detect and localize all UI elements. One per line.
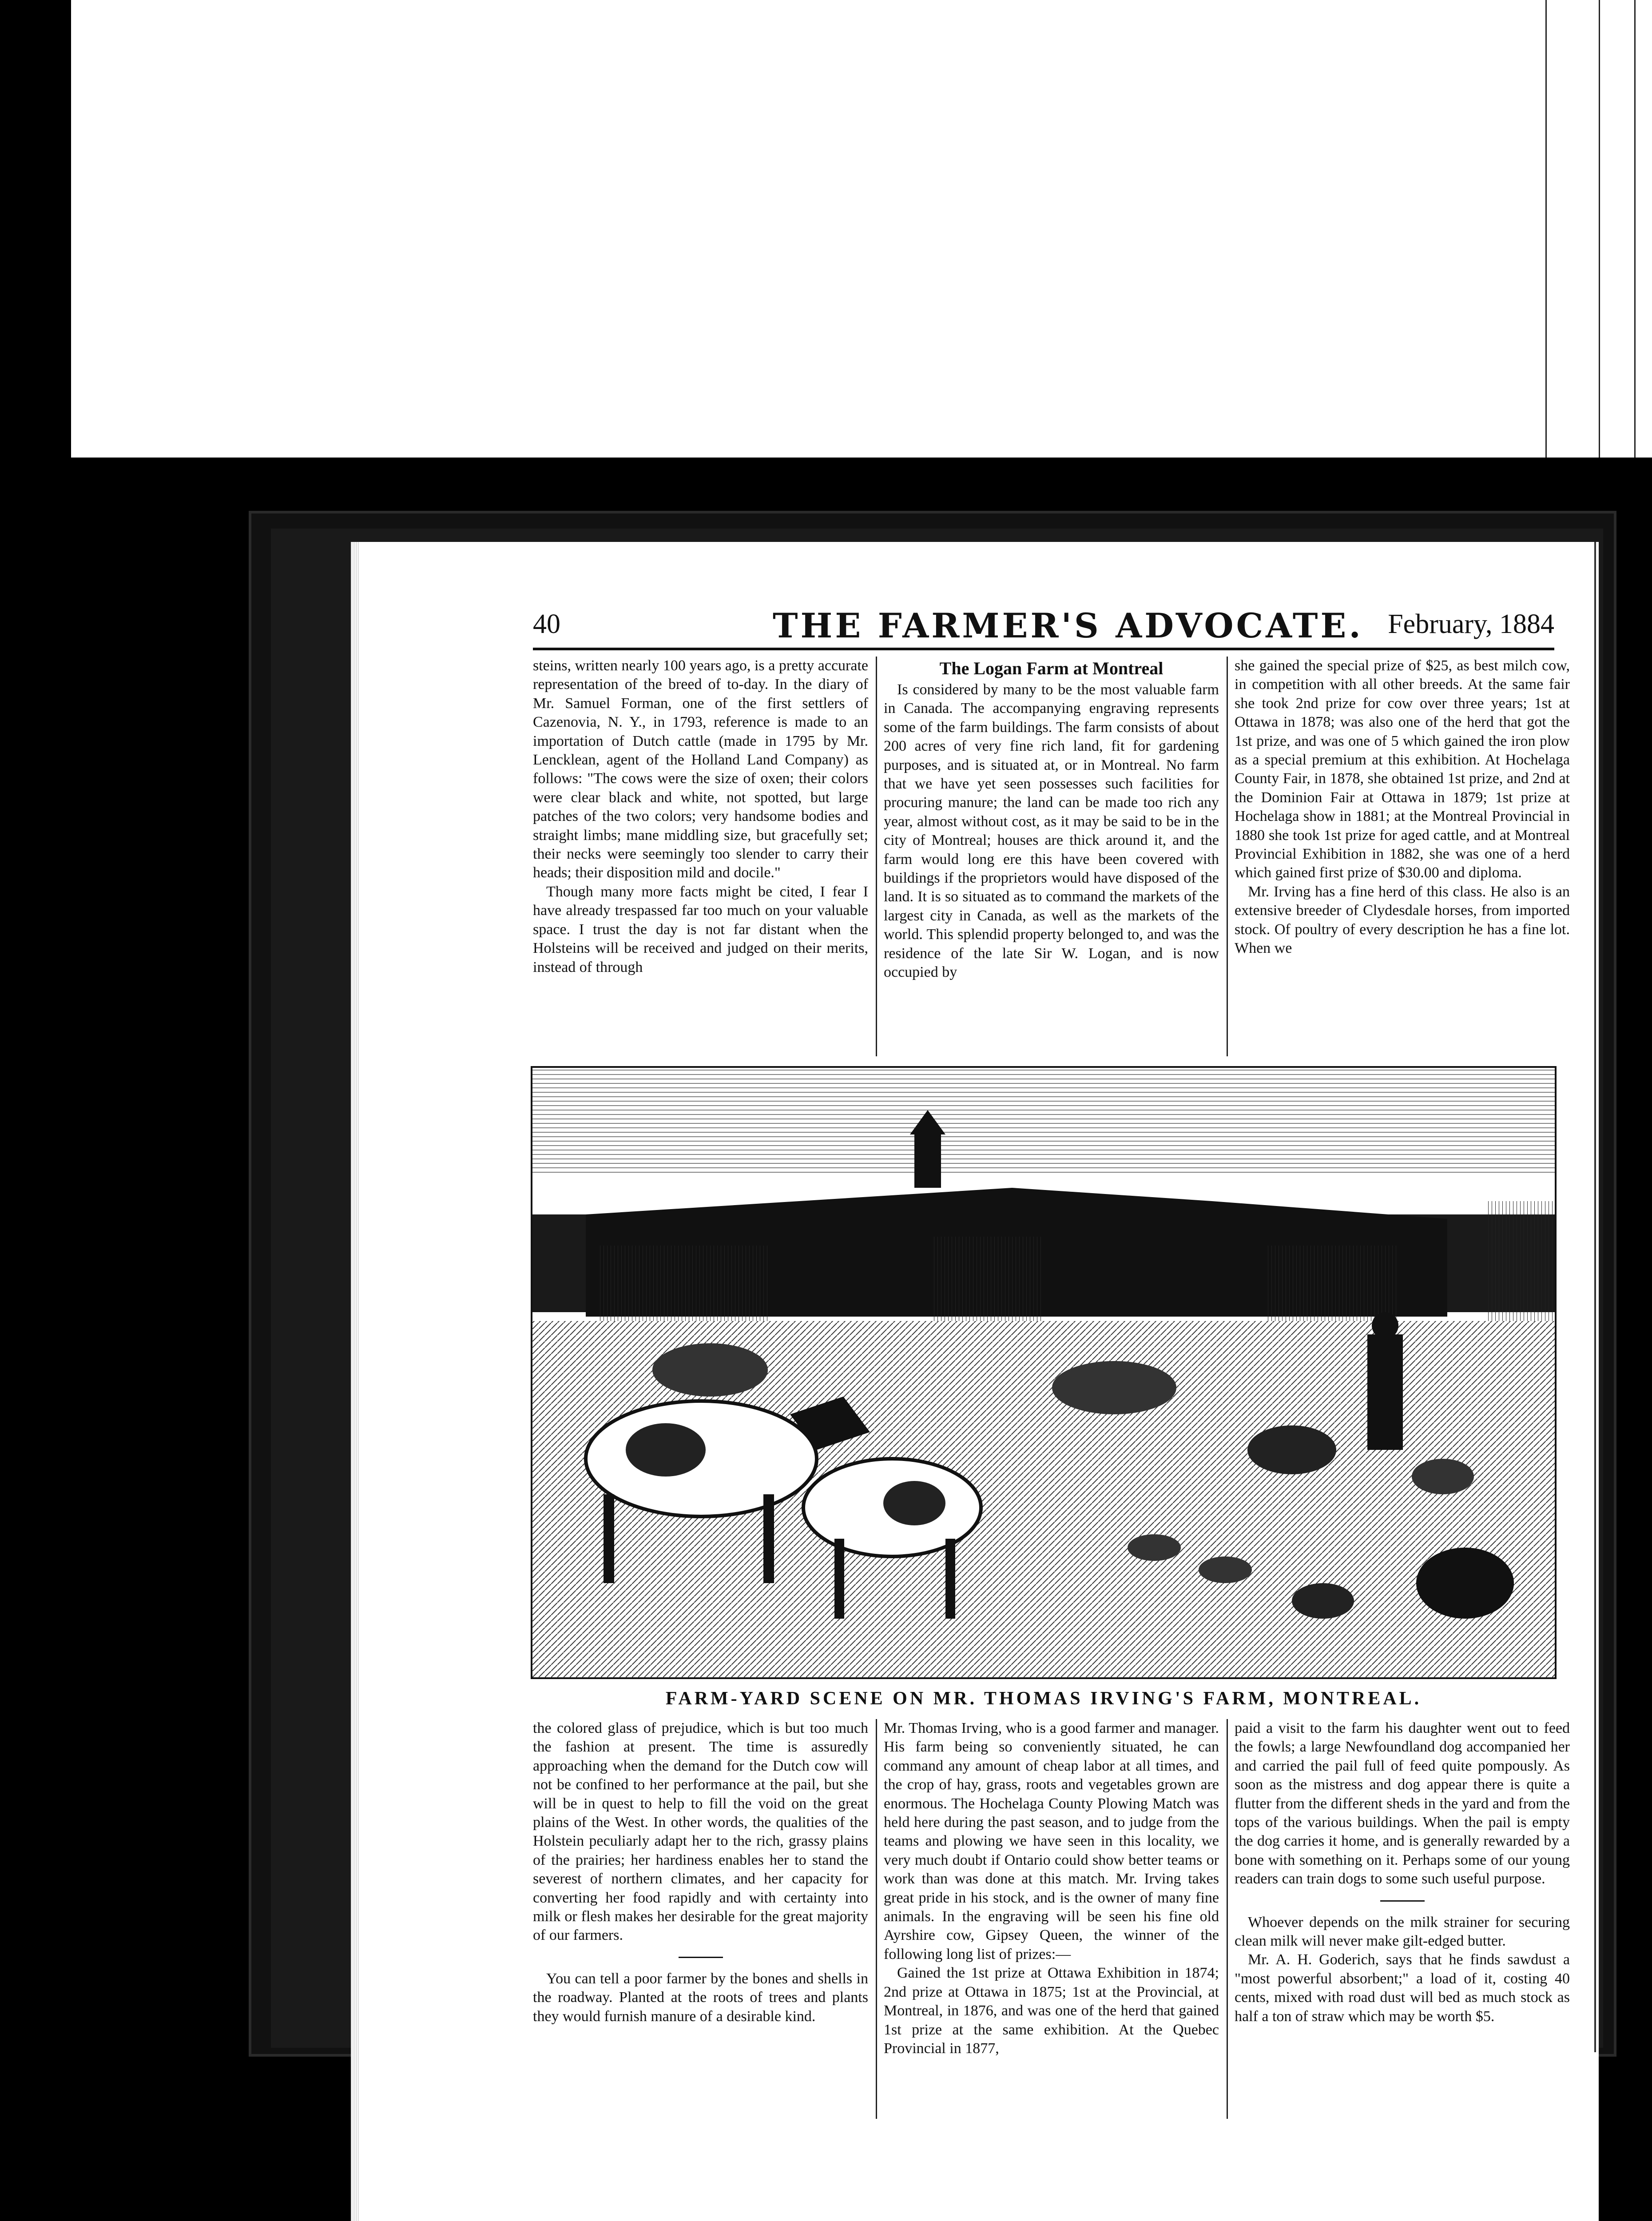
upper-right-column bbox=[1235, 657, 1570, 958]
lower-middle-column bbox=[884, 1719, 1219, 2058]
lower-right-column bbox=[1235, 1719, 1570, 2026]
publication-title: THE FARMER'S ADVOCATE. bbox=[773, 606, 1363, 645]
paragraph: steins, written nearly 100 years ago, is a pretty accurate representation of the breed of to-day. In the diary of Mr. Samuel Forman, one of the first settlers of Cazenovia, N. Y., in 1793, reference is made to an importation of Dutch cattle (made in 1795 by Mr. Lencklean, agent of the Holland Land Company) as follows: "The cows were the size of oxen; their colors were clear black and white, not spotted, but large patches of the two colors; very handsome bodies and straight limbs; mane middling size, but gracefully set; their necks were seemingly too slender to carry their heads; their disposition mild and docile." bbox=[533, 657, 868, 881]
column-divider bbox=[1227, 1719, 1228, 2119]
masthead bbox=[533, 606, 1554, 645]
column-divider bbox=[876, 1719, 877, 2119]
issue-date: February, 1884 bbox=[1388, 609, 1554, 639]
upper-left-column bbox=[533, 657, 868, 977]
sheet-edge-line bbox=[1599, 0, 1600, 458]
paragraph: You can tell a poor farmer by the bones and shells in the roadway. Planted at the roots of trees and plants they would furnish manure of a desirable kind. bbox=[533, 1970, 868, 2025]
column-divider bbox=[1227, 657, 1228, 1056]
section-separator bbox=[1380, 1900, 1425, 1902]
column-divider bbox=[876, 657, 877, 1056]
paragraph: Mr. Irving has a fine herd of this class. He also is an extensive breeder of Clydesdale horses, from imported stock. Of poultry of every description he has a fine lot. When we bbox=[1235, 883, 1570, 957]
article-heading: The Logan Farm at Montreal bbox=[939, 658, 1164, 678]
paragraph: she gained the special prize of $25, as best milch cow, in competition with all other breeds. At the same fair she took 2nd prize for cow over three years; 1st at Ottawa in 1878; was also one of the herd that got the 1st prize, and was one of 5 which gained the iron plow as a special premium at this exhibition. At Hochelaga County Fair, in 1878, she obtained 1st prize, and 2nd at the Dominion Fair at Ottawa in 1879; 1st prize at Hochelaga show in 1881; at the Montreal Provincial in 1880 she took 1st prize for aged cattle, and at Montreal Provincial Exhibition in 1882, she was one of a herd which gained first prize of $30.00 and diploma. bbox=[1235, 657, 1570, 881]
engraving-illustration bbox=[532, 1068, 1555, 1677]
masthead-rule bbox=[533, 648, 1554, 650]
sheet-edge-line bbox=[1545, 0, 1547, 458]
farm-yard-engraving bbox=[531, 1066, 1557, 1679]
paragraph: Whoever depends on the milk strainer for securing clean milk will never make gilt-edged butter. bbox=[1235, 1914, 1570, 1950]
lower-left-column bbox=[533, 1719, 868, 2026]
paragraph: paid a visit to the farm his daughter went out to feed the fowls; a large Newfoundland dog accompanied her and carried the pail full of feed quite pompously. As soon as the mistress and dog appear there is quite a flutter from the different sheds in the yard and from the tops of the various buildings. When the pail is empty the dog carries it home, and is generally rewarded by a bone with something on it. Perhaps some of our young readers can train dogs to some such useful purpose. bbox=[1235, 1720, 1570, 1887]
sheet-edge-line bbox=[1634, 0, 1636, 458]
paragraph: Mr. A. H. Goderich, says that he finds sawdust a "most powerful absorbent;" a load of it, costing 40 cents, mixed with road dust will bed as much stock as half a ton of straw which may be worth $5. bbox=[1235, 1951, 1570, 2025]
paragraph: Mr. Thomas Irving, who is a good farmer and manager. His farm being so conveniently situated, he can command any amount of cheap labor at all times, and the crop of hay, grass, roots and vegetables grown are enormous. The Hochelaga County Plowing Match was held here during the past season, and to judge from the teams and plowing we have seen in this locality, we very much doubt if Ontario could show better teams or work than was done at this match. Mr. Irving takes great pride in his stock, and is the owner of many fine animals. In the engraving will be seen his fine old Ayrshire cow, Gipsey Queen, the winner of the following long list of prizes:— bbox=[884, 1720, 1219, 1962]
page-number: 40 bbox=[533, 609, 560, 639]
paragraph: Gained the 1st prize at Ottawa Exhibition in 1874; 2nd prize at Ottawa in 1875; 1st at the Provincial, at Montreal, in 1876, and was one of the herd that gained 1st prize at the same exhibition. At the Quebec Provincial in 1877, bbox=[884, 1965, 1219, 2057]
paragraph: Is considered by many to be the most valuable farm in Canada. The accompanying engraving represents some of the farm buildings. The farm consists of about 200 acres of very fine rich land, fit for gardening purposes, and is situated at, or in Montreal. No farm that we have yet seen possesses such facilities for procuring manure; the land can be made too rich any year, almost without cost, as it may be said to be in the city of Montreal; houses are thick around it, and the farm would long ere this have been covered with buildings if the proprietors would have disposed of the land. It is so situated as to command the markets of the largest city in Canada, as well as the markets of the world. This splendid property belonged to, and was the residence of the late Sir W. Logan, and is now occupied by bbox=[884, 681, 1219, 981]
upper-blank-sheet bbox=[71, 0, 1652, 458]
engraving-caption: FARM-YARD SCENE ON MR. THOMAS IRVING'S FARM, MONTREAL. bbox=[665, 1688, 1422, 1709]
page-stack-edge bbox=[351, 542, 359, 2221]
paragraph: the colored glass of prejudice, which is but too much the fashion at present. The time is assuredly approaching when the demand for the Dutch cow will not be confined to her performance at the pail, but she will be in quest to help to fill the void on the great plains of the West. In other words, the qualities of the Holstein peculiarly adapt her to the rich, grassy plains of the prairies; her hardiness enables her to stand the severest of northern climates, and her capacity for converting her food rapidly and with certainty into milk or flesh makes her desirable for the great majority of our farmers. bbox=[533, 1720, 868, 1944]
section-separator bbox=[679, 1957, 723, 1958]
page-right-rule bbox=[1594, 542, 1596, 2052]
upper-middle-column bbox=[884, 657, 1219, 982]
paragraph: Though many more facts might be cited, I fear I have already trespassed far too much on your valuable space. I trust the day is not far distant when the Holsteins will be received and judged on their merits, instead of through bbox=[533, 883, 868, 975]
